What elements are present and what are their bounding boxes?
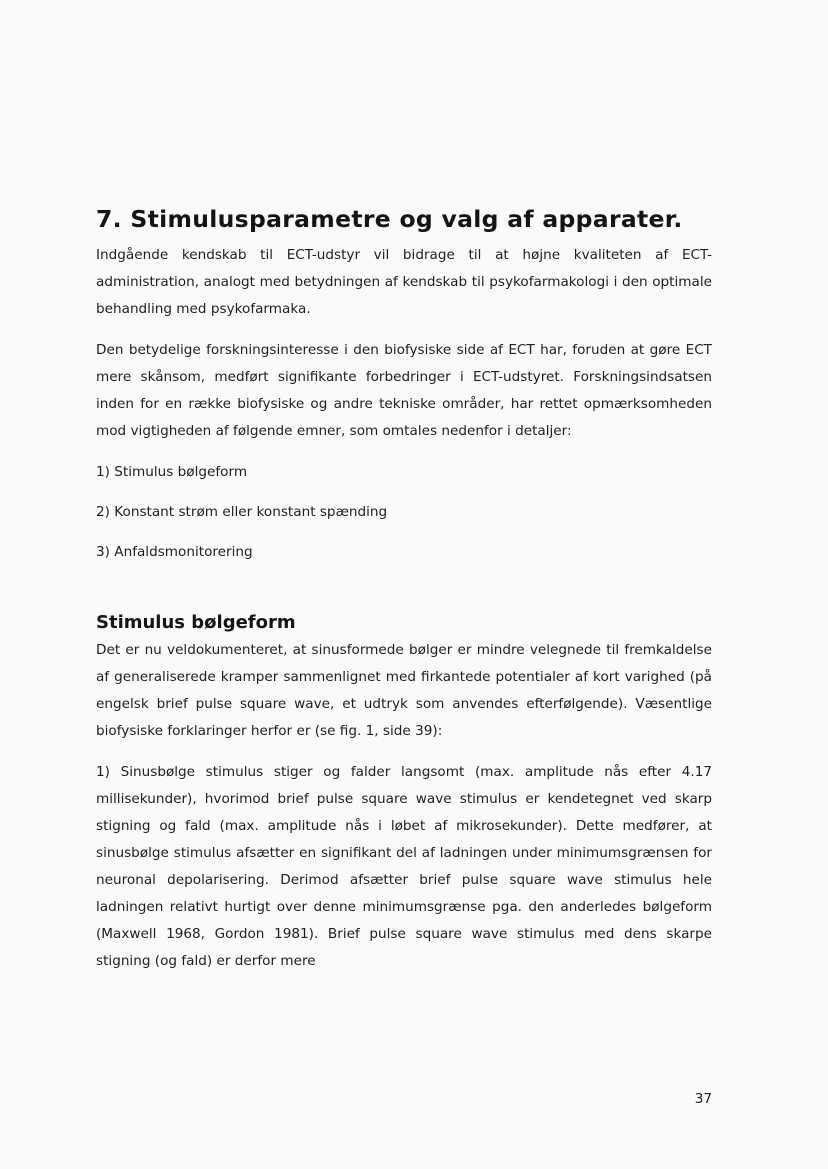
section-title: Stimulus bølgeform [96,612,296,633]
intro-paragraph: Indgående kendskab til ECT-udstyr vil bidrage til at højne kvaliteten af ECT-administration, analogt med betydningen af kendskab til psykofarmakologi i den optimale behandling med psykofarmaka. [96,247,712,317]
list-item: 1) Stimulus bølgeform [96,464,248,480]
research-paragraph: Den betydelige forskningsinteresse i den biofysiske side af ECT har, foruden at gøre ECT mere skånsom, medført signifikante forbedringer i ECT-udstyret. Forskningsindsatsen inden for en række biofysiske og andre tekniske områder, har rettet opmærksomheden mod vigtigheden af følgende emner, som omtales nedenfor i detaljer: [96,342,712,439]
section-paragraph: Det er nu veldokumenteret, at sinusformede bølger er mindre velegnede til fremkaldelse af generaliserede kramper sammenlignet med firkantede potentialer af kort varighed (på engelsk brief pulse square wave, et udtryk som anvendes efterfølgende). Væsentlige biofysiske forklaringer herfor er (se fig. 1, side 39): [96,642,712,739]
list-item: 3) Anfaldsmonitorering [96,544,253,560]
chapter-title: 7. Stimulusparametre og valg af apparater. [96,205,683,233]
page-content [96,205,712,975]
section-spacer [96,566,712,612]
section-paragraph: 1) Sinusbølge stimulus stiger og falder langsomt (max. amplitude nås efter 4.17 millisekunder), hvorimod brief pulse square wave stimulus er kendetegnet ved skarp stigning og fald (max. amplitude nås i løbet af mikrosekunder). Dette medfører, at sinusbølge stimulus afsætter en signifikant del af ladningen under minimumsgrænsen for neuronal depolarisering. Derimod afsætter brief pulse square wave stimulus hele ladningen relativt hurtigt over denne minimumsgrænse pga. den anderledes bølgeform (Maxwell 1968, Gordon 1981). Brief pulse square wave stimulus med dens skarpe stigning (og fald) er derfor mere [96,764,712,969]
page-number: 37 [694,1091,712,1107]
list-item: 2) Konstant strøm eller konstant spænding [96,504,388,520]
